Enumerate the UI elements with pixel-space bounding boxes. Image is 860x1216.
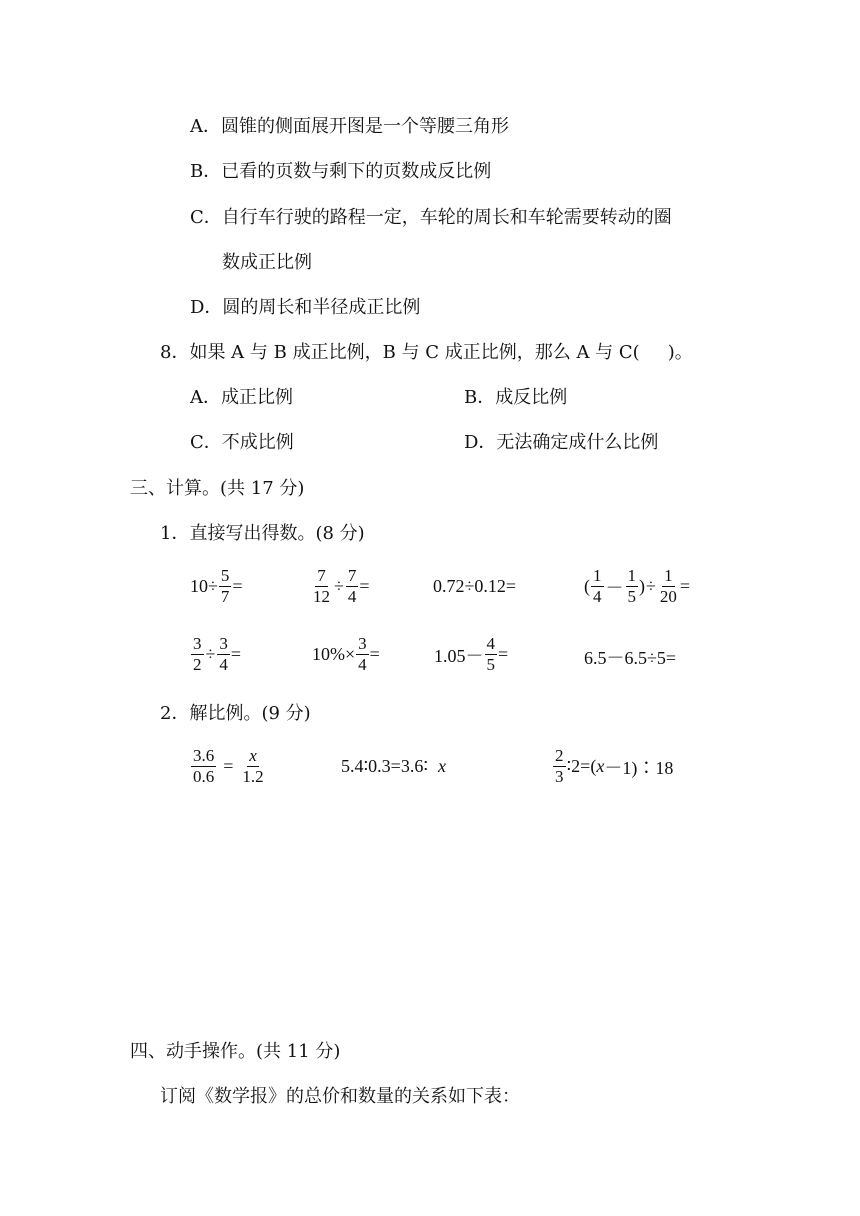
fraction: [591, 566, 604, 607]
equals-sign: =: [498, 644, 509, 664]
fraction: [240, 746, 265, 787]
denominator: 4: [347, 587, 357, 606]
q8-option-d: D．无法确定成什么比例: [464, 432, 659, 453]
fraction: [658, 566, 679, 607]
section-3-title: 三、计算。(共 17 分): [130, 478, 305, 499]
q8-option-b: B．成反比例: [464, 387, 568, 408]
q8-option-a: A．成正比例: [190, 387, 293, 408]
denominator: 5: [627, 587, 636, 606]
fraction: [626, 566, 639, 607]
denominator: 0.6: [193, 767, 215, 786]
numerator: 3: [193, 634, 202, 653]
q2-title: 2．解比例。(9 分): [160, 703, 311, 724]
expr-text: 6.5－6.5÷5=: [584, 648, 677, 668]
variable-x: x: [249, 746, 257, 765]
fraction: [219, 566, 232, 607]
expr-text: 0.72÷0.12=: [433, 576, 517, 596]
q7-option-d: D．圆的周长和半径成正比例: [190, 297, 421, 318]
calc-expression-7: [434, 634, 508, 675]
calc-expression-3: [433, 576, 516, 597]
proportion-1: [190, 746, 267, 787]
section-4-intro: 订阅《数学报》的总价和数量的关系如下表：: [160, 1086, 520, 1107]
numerator: 2: [555, 746, 564, 765]
denominator: 4: [593, 587, 602, 606]
expr-text: 1.05－: [434, 645, 484, 666]
numerator: 1: [593, 566, 602, 585]
paren-left: (: [584, 576, 590, 596]
numerator: 1: [664, 566, 673, 585]
calc-expression-1: [190, 566, 243, 607]
numerator: 3: [358, 634, 367, 653]
denominator: 1.2: [242, 767, 264, 786]
numerator: 1: [627, 566, 636, 585]
paren-right: ): [639, 576, 645, 596]
denominator: 7: [220, 587, 230, 606]
numerator: 3: [219, 634, 228, 653]
expr-text: 5.4∶0.3=3.6∶: [341, 756, 429, 776]
proportion-2: [341, 756, 446, 777]
calc-expression-5: [190, 634, 241, 675]
q7-option-c: C．自行车行驶的路程一定，车轮的周长和车轮需要转动的圈: [190, 207, 672, 228]
equals-sign: =: [223, 756, 234, 776]
fraction: [356, 634, 369, 675]
calc-expression-2: [310, 566, 370, 607]
operator: ÷: [334, 576, 344, 596]
q1-title: 1．直接写出得数。(8 分): [160, 523, 365, 544]
fraction: [217, 634, 230, 675]
q7-option-b: B．已看的页数与剩下的页数成反比例: [190, 161, 492, 182]
denominator: 4: [219, 655, 228, 674]
denominator: 4: [358, 655, 367, 674]
operator: ÷: [646, 576, 656, 596]
numerator: 7: [347, 566, 357, 585]
operator: ÷: [205, 644, 216, 664]
section-4-title: 四、动手操作。(共 11 分): [130, 1041, 341, 1062]
denominator: 20: [659, 587, 677, 606]
numerator: 5: [220, 566, 230, 585]
numerator: 4: [486, 634, 495, 653]
variable-x: x: [596, 756, 605, 776]
calc-expression-4: [584, 566, 690, 607]
operator: －: [605, 577, 624, 598]
denominator: 5: [486, 655, 495, 674]
calc-expression-6: [312, 634, 380, 675]
fraction: [346, 566, 359, 607]
equals-sign: =: [359, 576, 370, 596]
equals-sign: =: [679, 576, 691, 596]
calc-expression-8: [584, 644, 676, 670]
expr-text: ∶2=(: [566, 756, 597, 776]
fraction: [191, 634, 204, 675]
q7-option-c-continued: 数成正比例: [222, 252, 312, 273]
numerator: 7: [317, 566, 326, 585]
fraction: [191, 746, 216, 787]
fraction: [311, 566, 332, 607]
expr-text: 10÷: [190, 576, 218, 596]
fraction: [553, 746, 566, 787]
equals-sign: =: [369, 644, 380, 664]
expr-text: 10%×: [312, 644, 356, 664]
equals-sign: =: [232, 576, 243, 596]
denominator: 12: [313, 587, 330, 606]
proportion-3: [552, 746, 673, 787]
q7-option-a: A．圆锥的侧面展开图是一个等腰三角形: [190, 116, 509, 137]
q8-stem-end: )。: [667, 342, 693, 363]
variable-x: x: [438, 756, 447, 776]
q8-option-c: C．不成比例: [190, 432, 294, 453]
fraction: [485, 634, 498, 675]
expr-text: －1)∶18: [604, 757, 674, 778]
denominator: 3: [555, 767, 564, 786]
numerator: 3.6: [193, 746, 215, 765]
q8-stem-text: 8．如果 A 与 B 成正比例，B 与 C 成正比例，那么 A 与 C(: [160, 342, 640, 363]
q8-stem: [160, 341, 693, 365]
denominator: 2: [193, 655, 202, 674]
equals-sign: =: [230, 644, 242, 664]
